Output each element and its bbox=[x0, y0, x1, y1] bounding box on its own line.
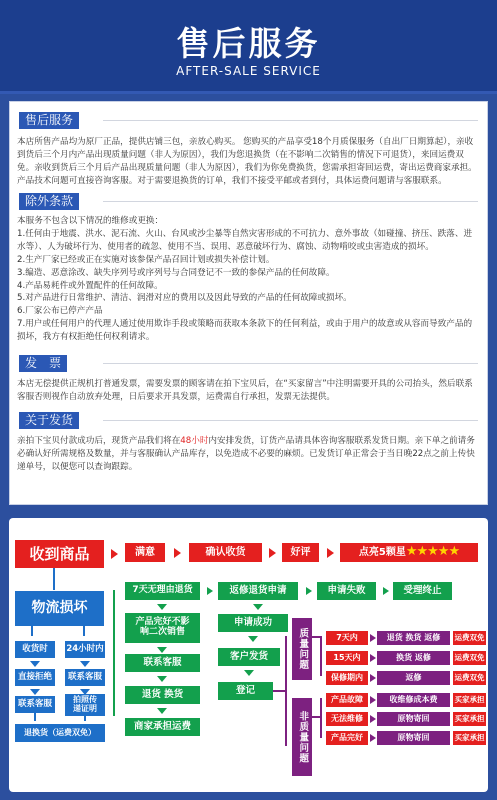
photo-proof-line1: 拍照传 bbox=[73, 695, 97, 705]
contact-cs-box: 联系客服 bbox=[65, 669, 105, 686]
connector bbox=[84, 716, 86, 721]
confirm-receipt-box: 确认收货 bbox=[189, 543, 262, 562]
arrow-right-icon bbox=[370, 696, 376, 704]
period-cell: 产品完好 bbox=[326, 731, 368, 745]
arrow-down-icon bbox=[30, 689, 40, 695]
accept-end-box: 受理终止 bbox=[393, 582, 452, 600]
action-cell: 退货 换货 返修 bbox=[377, 631, 450, 645]
return-exchange-box: 退货 换货 bbox=[125, 686, 200, 704]
seven-day-return-box: 7天无理由退货 bbox=[125, 582, 200, 600]
customer-ship-box: 客户发货 bbox=[218, 648, 280, 666]
reject-box: 直接拒绝 bbox=[15, 669, 55, 686]
received-box: 收到商品 bbox=[15, 540, 104, 568]
photo-proof-box bbox=[65, 694, 105, 716]
exemption-list bbox=[17, 215, 480, 347]
service-text: 本店所售产品均为原厂正品，提供店铺三包，亲放心购买。 您购买的产品享受18个月质保服务（自出厂日期算起），亲收到货后三个月内产品出现质量问题（非人为原因），我们为您退换货（在不影响二次销售的情况下可退货），来回运费双免。亲收到货后三个月后产品出现质量问题（非人为原因），我们为你免费换货，您需承担寄回运费，寄出运费商家承担。产品技术问题可直接咨询客服。对于需要退换货的订单，我们不接受平邮或者到付，具体运费问题请与客服联系。 bbox=[17, 137, 477, 186]
after-sale-flowchart bbox=[9, 518, 488, 792]
exemption-item-4: 4.产品易耗件或外置配件的任何故障。 bbox=[17, 280, 163, 291]
action-cell: 原物寄回 bbox=[377, 712, 450, 726]
arrow-down-icon bbox=[244, 670, 254, 676]
arrow-right-icon bbox=[370, 715, 376, 723]
arrow-right-icon bbox=[370, 674, 376, 682]
arrow-right-icon bbox=[370, 634, 376, 642]
arrow-down-icon bbox=[157, 708, 167, 714]
connector bbox=[113, 590, 115, 716]
on-receipt-box: 收货时 bbox=[15, 641, 55, 658]
action-cell: 收维修成本费 bbox=[377, 693, 450, 707]
arrow-down-icon bbox=[30, 661, 40, 667]
exchange-free-box: 退换货（运费双免） bbox=[15, 724, 105, 742]
intact-product-box bbox=[125, 613, 200, 643]
exemption-item-2: 2.生产厂家已经或正在实施对该参保产品召回计划或损失补偿计划。 bbox=[17, 254, 275, 265]
five-star-box bbox=[340, 543, 478, 562]
exemption-item-7: 7.用户或任何用户的代理人通过使用欺诈手段或策略而获取本条款下的任何利益，或由于用户的故意或从容而导致产品的损坏，我方有权拒绝任何权利请求。 bbox=[17, 319, 473, 343]
result-cell: 运费双免 bbox=[453, 631, 486, 645]
photo-proof-line2: 递证明 bbox=[73, 704, 97, 713]
exemption-item-6: 6.厂家公布已停产产品 bbox=[17, 306, 103, 317]
five-star-label: 点亮5颗星 bbox=[358, 547, 406, 558]
section-title-exemption: 除外条款 bbox=[19, 193, 79, 210]
shipping-text-b: 内安排发货，订货产品请具体咨询客服联系发货日期。亲下单之前请务必确认好所需规格及数量，并与客服确认产品库存，以免造成不必要的麻烦。已发货订单正常会于当日晚22点之前上传快递单号，以便您可以查询跟踪。 bbox=[17, 436, 475, 472]
divider bbox=[103, 420, 478, 421]
register-box: 登记 bbox=[218, 682, 273, 700]
exemption-item-1: 1.任何由于地震、洪水、泥石流、火山、台风或沙尘暴等自然灾害形成的不可抗力、意外事故（如碰撞、挤压、跌落、进水等）、人为破坏行为、使用者的疏忽、使用不当、误用、恶意破坏行为、腐蚀、动物啃咬或虫害造成的损坏。 bbox=[17, 228, 473, 252]
result-cell: 买家承担 bbox=[453, 731, 486, 745]
arrow-down-icon bbox=[80, 661, 90, 667]
connector bbox=[31, 626, 33, 636]
shipping-hours: 48小时 bbox=[180, 436, 209, 446]
result-cell: 运费双免 bbox=[453, 671, 486, 685]
arrow-right-icon bbox=[370, 654, 376, 662]
page-subtitle: AFTER-SALE SERVICE bbox=[176, 64, 321, 78]
period-cell: 7天内 bbox=[326, 631, 368, 645]
apply-fail-box: 申请失败 bbox=[317, 582, 376, 600]
shipping-text-a: 亲拍下宝贝付款成功后，现货产品我们将在 bbox=[17, 436, 181, 446]
exemption-item-3: 3.编造、恶意涂改、缺失序列号或序列号与合同登记不一致的参保产品的任何故障。 bbox=[17, 267, 335, 278]
connector bbox=[320, 636, 322, 676]
connector bbox=[312, 716, 320, 718]
result-cell: 买家承担 bbox=[453, 712, 486, 726]
action-cell: 返修 bbox=[377, 671, 450, 685]
return-apply-box: 返修退货申请 bbox=[218, 582, 298, 600]
arrow-right-icon bbox=[327, 548, 334, 558]
arrow-down-icon bbox=[157, 647, 167, 653]
connector bbox=[34, 713, 36, 721]
arrow-right-icon bbox=[174, 548, 181, 558]
arrow-right-icon bbox=[306, 587, 312, 595]
satisfied-box: 满意 bbox=[125, 543, 165, 562]
page-header bbox=[0, 0, 497, 94]
logistics-damage-box: 物流损坏 bbox=[15, 591, 104, 626]
result-cell: 买家承担 bbox=[453, 693, 486, 707]
star-icon: ★★★★★ bbox=[405, 544, 460, 560]
exemption-item-5: 5.对产品进行日常维护、清洁、润滑对应的费用以及因此导致的产品的任何故障或损坏。 bbox=[17, 293, 352, 304]
connector bbox=[285, 636, 287, 746]
connector bbox=[312, 636, 320, 638]
period-cell: 无法维修 bbox=[326, 712, 368, 726]
arrow-right-icon bbox=[111, 549, 118, 559]
divider bbox=[103, 120, 478, 121]
arrow-down-icon bbox=[157, 604, 167, 610]
period-cell: 15天内 bbox=[326, 651, 368, 665]
connector bbox=[320, 698, 322, 738]
shipping-text bbox=[17, 435, 480, 475]
arrow-right-icon bbox=[370, 734, 376, 742]
invoice-text: 本店无偿提供正规机打普通发票，需要发票的顾客请在拍下宝贝后，在“买家留言”中注明需要开具的公司抬头，然后联系客服否则视作自动放弃处理，日后要求开具发票，运费需自行承担，发票无法提供。 bbox=[17, 379, 473, 402]
connector bbox=[83, 626, 85, 636]
merchant-ship-box: 商家承担运费 bbox=[125, 718, 200, 736]
quality-issue-box: 质量问题 bbox=[292, 618, 312, 680]
action-cell: 原物寄回 bbox=[377, 731, 450, 745]
period-cell: 产品故障 bbox=[326, 693, 368, 707]
arrow-down-icon bbox=[157, 676, 167, 682]
contact-cs-box: 联系客服 bbox=[125, 654, 200, 672]
action-cell: 换货 返修 bbox=[377, 651, 450, 665]
connector bbox=[273, 690, 285, 692]
result-cell: 运费双免 bbox=[453, 651, 486, 665]
apply-success-box: 申请成功 bbox=[218, 614, 288, 632]
exemption-intro: 本服务不包含以下情况的维修或更换： bbox=[17, 216, 164, 226]
section-title-invoice: 发 票 bbox=[19, 355, 67, 372]
period-cell: 保修期内 bbox=[326, 671, 368, 685]
intact-line1: 产品完好不影 bbox=[135, 617, 190, 628]
divider bbox=[103, 201, 478, 202]
section-title-shipping: 关于发货 bbox=[19, 412, 79, 429]
arrow-right-icon bbox=[207, 587, 213, 595]
contact-cs-box: 联系客服 bbox=[15, 696, 55, 713]
intact-line2: 响二次销售 bbox=[139, 627, 185, 637]
divider bbox=[103, 363, 478, 364]
arrow-down-icon bbox=[253, 604, 263, 610]
within-24h-box: 24小时内 bbox=[65, 641, 105, 658]
policy-card bbox=[9, 101, 488, 505]
arrow-down-icon bbox=[248, 636, 258, 642]
non-quality-issue-box: 非质量问题 bbox=[292, 698, 312, 776]
arrow-right-icon bbox=[383, 587, 389, 595]
good-review-box: 好评 bbox=[282, 543, 319, 562]
connector bbox=[53, 568, 55, 590]
arrow-right-icon bbox=[269, 548, 276, 558]
page-title: 售后服务 bbox=[176, 24, 321, 63]
section-title-service: 售后服务 bbox=[19, 112, 79, 129]
